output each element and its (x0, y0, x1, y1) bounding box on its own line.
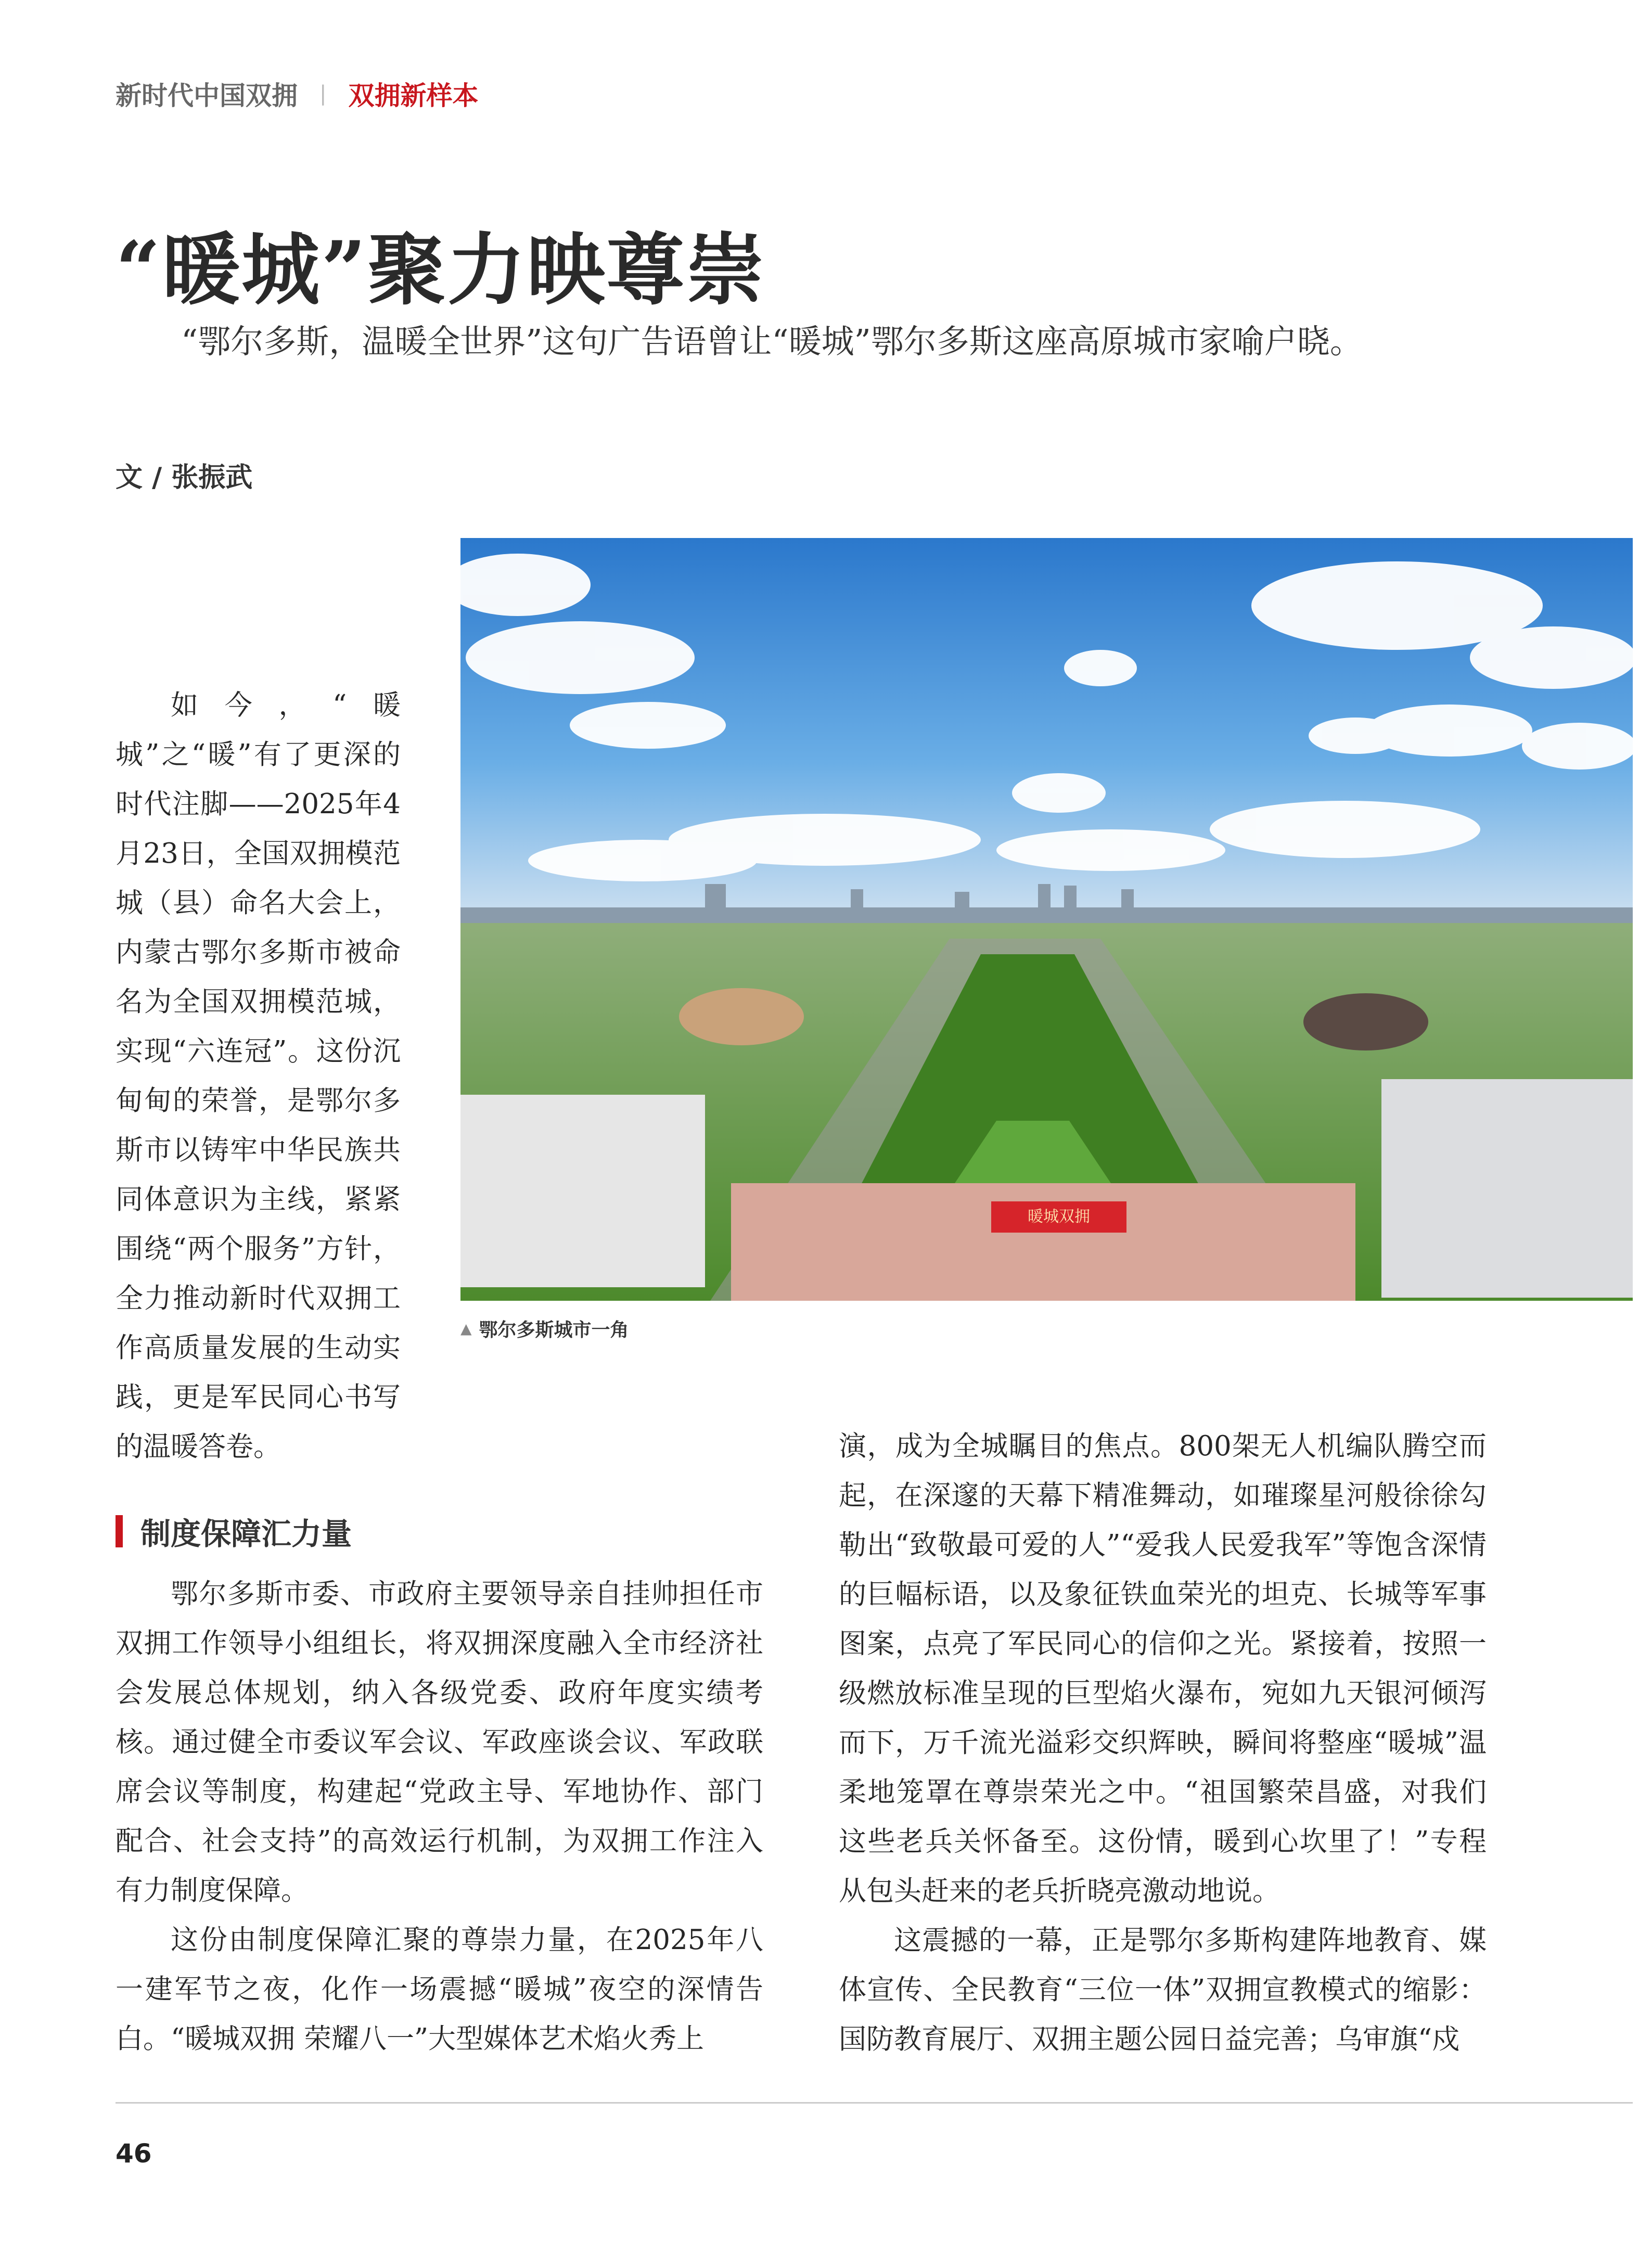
running-header (116, 73, 478, 114)
body-left-column (116, 1569, 763, 2064)
plaza-banner: 暖城双拥 (1028, 1208, 1090, 1226)
series-title: 新时代中国双拥 (116, 81, 298, 111)
column-title: 双拥新样本 (348, 81, 479, 111)
section-heading (116, 1513, 352, 1552)
page-number: 46 (116, 2138, 152, 2169)
section-heading-text: 制度保障汇力量 (140, 1516, 352, 1552)
body-paragraph: 演，成为全城瞩目的焦点。800架无人机编队腾空而起，在深邃的天幕下精准舞动，如璀璨星河般徐徐勾勒出“致敬最可爱的人”“爱我人民爱我军”等饱含深情的巨幅标语，以及象征铁血荣光的坦克、长城等军事图案，点亮了军民同心的信仰之光。紧接着，按照一级燃放标准呈现的巨型焰火瀑布，宛如九天银河倾泻而下，万千流光溢彩交织辉映，瞬间将整座“暖城”温柔地笼罩在尊崇荣光之中。“祖国繁荣昌盛，对我们这些老兵关怀备至。这份情，暖到心坎里了！”专程从包头赶来的老兵折晓亮激动地说。 (839, 1430, 1487, 1907)
header-separator: | (319, 82, 327, 106)
body-paragraph: 这震撼的一幕，正是鄂尔多斯构建阵地教育、媒体宣传、全民教育“三位一体”双拥宣教模式的缩影：国防教育展厅、双拥主题公园日益完善；乌审旗“戍 (839, 1925, 1487, 2055)
intro-paragraph: 如今，“暖城”之“暖”有了更深的时代注脚——2025年4月23日，全国双拥模范城（县）命名大会上，内蒙古鄂尔多斯市被命名为全国双拥模范城，实现“六连冠”。这份沉甸甸的荣誉，是鄂尔多斯市以铸牢中华民族共同体意识为主线，紧紧围绕“两个服务”方针，全力推动新时代双拥工作高质量发展的生动实践，更是军民同心书写的温暖答卷。 (116, 689, 401, 1463)
city-aerial-illustration (460, 538, 1633, 1301)
footer-rule (116, 2102, 1633, 2104)
article-lead: “鄂尔多斯，温暖全世界”这句广告语曾让“暖城”鄂尔多斯这座高原城市家喻户晓。 (181, 323, 1363, 361)
article-title: “暖城”聚力映尊崇 (116, 224, 766, 316)
triangle-up-icon: ▲ (460, 1320, 472, 1337)
byline: 文 / 张振武 (116, 462, 253, 493)
photo-caption (460, 1315, 629, 1342)
heading-accent-bar (116, 1515, 123, 1547)
body-right-column (839, 1421, 1487, 2064)
caption-text: 鄂尔多斯城市一角 (479, 1319, 629, 1341)
city-photo (460, 538, 1633, 1301)
body-paragraph: 这份由制度保障汇聚的尊崇力量，在2025年八一建军节之夜，化作一场震撼“暖城”夜空的深情告白。“暖城双拥 荣耀八一”大型媒体艺术焰火秀上 (116, 1924, 763, 2055)
body-paragraph: 鄂尔多斯市委、市政府主要领导亲自挂帅担任市双拥工作领导小组组长，将双拥深度融入全市经济社会发展总体规划，纳入各级党委、政府年度实绩考核。通过健全市委议军会议、军政座谈会议、军政联席会议等制度，构建起“党政主导、军地协作、部门配合、社会支持”的高效运行机制，为双拥工作注入有力制度保障。 (116, 1578, 763, 1906)
